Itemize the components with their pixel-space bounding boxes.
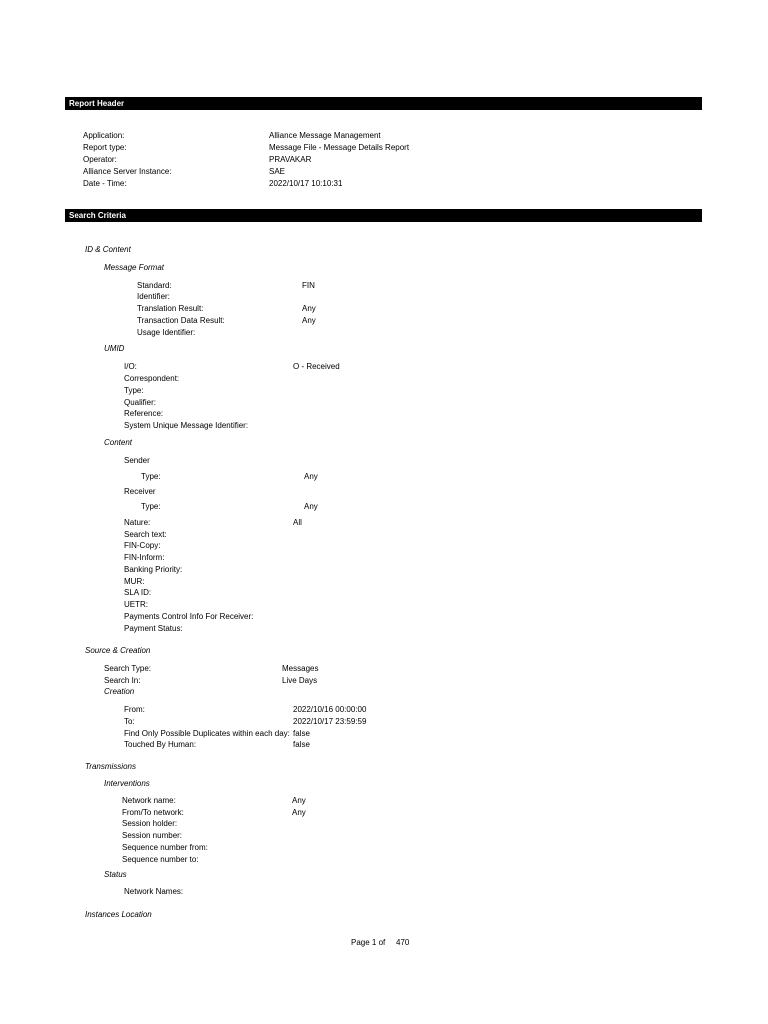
rh-label: Date - Time: xyxy=(83,179,127,188)
creation-label: Find Only Possible Duplicates within each day: xyxy=(124,729,290,738)
interv-label: From/To network: xyxy=(122,808,184,817)
page-total: 470 xyxy=(396,938,410,947)
interv-label: Network name: xyxy=(122,796,176,805)
rh-value: Alliance Message Management xyxy=(269,131,381,140)
rh-label: Report type: xyxy=(83,143,127,152)
id-content-heading: ID & Content xyxy=(85,245,131,254)
report-header-bar: Report Header xyxy=(65,97,702,110)
sc-value: Messages xyxy=(282,664,319,673)
mf-value: FIN xyxy=(302,281,315,290)
content-label: Search text: xyxy=(124,530,167,539)
creation-label: To: xyxy=(124,717,135,726)
interv-label: Sequence number from: xyxy=(122,843,208,852)
message-format-heading: Message Format xyxy=(104,263,165,272)
mf-value: Any xyxy=(302,316,316,325)
search-criteria-bar: Search Criteria xyxy=(65,209,702,222)
sender-heading: Sender xyxy=(124,456,150,465)
interv-label: Session number: xyxy=(122,831,183,840)
umid-label: Type: xyxy=(124,386,144,395)
mf-label: Standard: xyxy=(137,281,172,290)
content-heading: Content xyxy=(104,438,133,447)
mf-value: Any xyxy=(302,304,316,313)
creation-value: 2022/10/17 23:59:59 xyxy=(293,717,367,726)
content-label: UETR: xyxy=(124,600,148,609)
rh-value: Message File - Message Details Report xyxy=(269,143,410,152)
sender-type-label: Type: xyxy=(141,472,161,481)
creation-value: 2022/10/16 00:00:00 xyxy=(293,705,367,714)
umid-heading: UMID xyxy=(104,344,125,353)
content-label: SLA ID: xyxy=(124,588,152,597)
status-heading: Status xyxy=(104,870,127,879)
interv-value: Any xyxy=(292,808,306,817)
receiver-type-value: Any xyxy=(304,502,318,511)
content-value: All xyxy=(293,518,302,527)
rh-label: Application: xyxy=(83,131,125,140)
rh-label: Operator: xyxy=(83,155,117,164)
rh-label: Alliance Server Instance: xyxy=(83,167,172,176)
content-label: Payment Status: xyxy=(124,624,183,633)
interv-label: Sequence number to: xyxy=(122,855,199,864)
umid-label: System Unique Message Identifier: xyxy=(124,421,249,430)
receiver-heading: Receiver xyxy=(124,487,156,496)
interv-label: Session holder: xyxy=(122,819,178,828)
creation-heading: Creation xyxy=(104,687,135,696)
sc-label: Search In: xyxy=(104,676,141,685)
content-label: Nature: xyxy=(124,518,151,527)
umid-label: Reference: xyxy=(124,409,164,418)
content-label: FIN-Inform: xyxy=(124,553,165,562)
mf-label: Identifier: xyxy=(137,292,170,301)
sc-label: Search Type: xyxy=(104,664,151,673)
creation-label: From: xyxy=(124,705,145,714)
content-label: Payments Control Info For Receiver: xyxy=(124,612,254,621)
status-label: Network Names: xyxy=(124,887,184,896)
rh-value: SAE xyxy=(269,167,286,176)
creation-value: false xyxy=(293,740,310,749)
receiver-type-label: Type: xyxy=(141,502,161,511)
mf-label: Translation Result: xyxy=(137,304,204,313)
umid-label: I/O: xyxy=(124,362,137,371)
interv-value: Any xyxy=(292,796,306,805)
umid-value: O - Received xyxy=(293,362,340,371)
source-creation-heading: Source & Creation xyxy=(85,646,151,655)
page-label: Page 1 of xyxy=(351,938,386,947)
rh-value: PRAVAKAR xyxy=(269,155,312,164)
rh-value: 2022/10/17 10:10:31 xyxy=(269,179,343,188)
creation-label: Touched By Human: xyxy=(124,740,197,749)
instances-location-heading: Instances Location xyxy=(85,910,152,919)
content-label: Banking Priority: xyxy=(124,565,183,574)
interventions-heading: Interventions xyxy=(104,779,150,788)
content-label: MUR: xyxy=(124,577,145,586)
sender-type-value: Any xyxy=(304,472,318,481)
mf-label: Transaction Data Result: xyxy=(137,316,225,325)
mf-label: Usage Identifier: xyxy=(137,328,196,337)
sc-value: Live Days xyxy=(282,676,318,685)
content-label: FIN-Copy: xyxy=(124,541,161,550)
transmissions-heading: Transmissions xyxy=(85,762,136,771)
creation-value: false xyxy=(293,729,310,738)
umid-label: Qualifier: xyxy=(124,398,157,407)
umid-label: Correspondent: xyxy=(124,374,180,383)
